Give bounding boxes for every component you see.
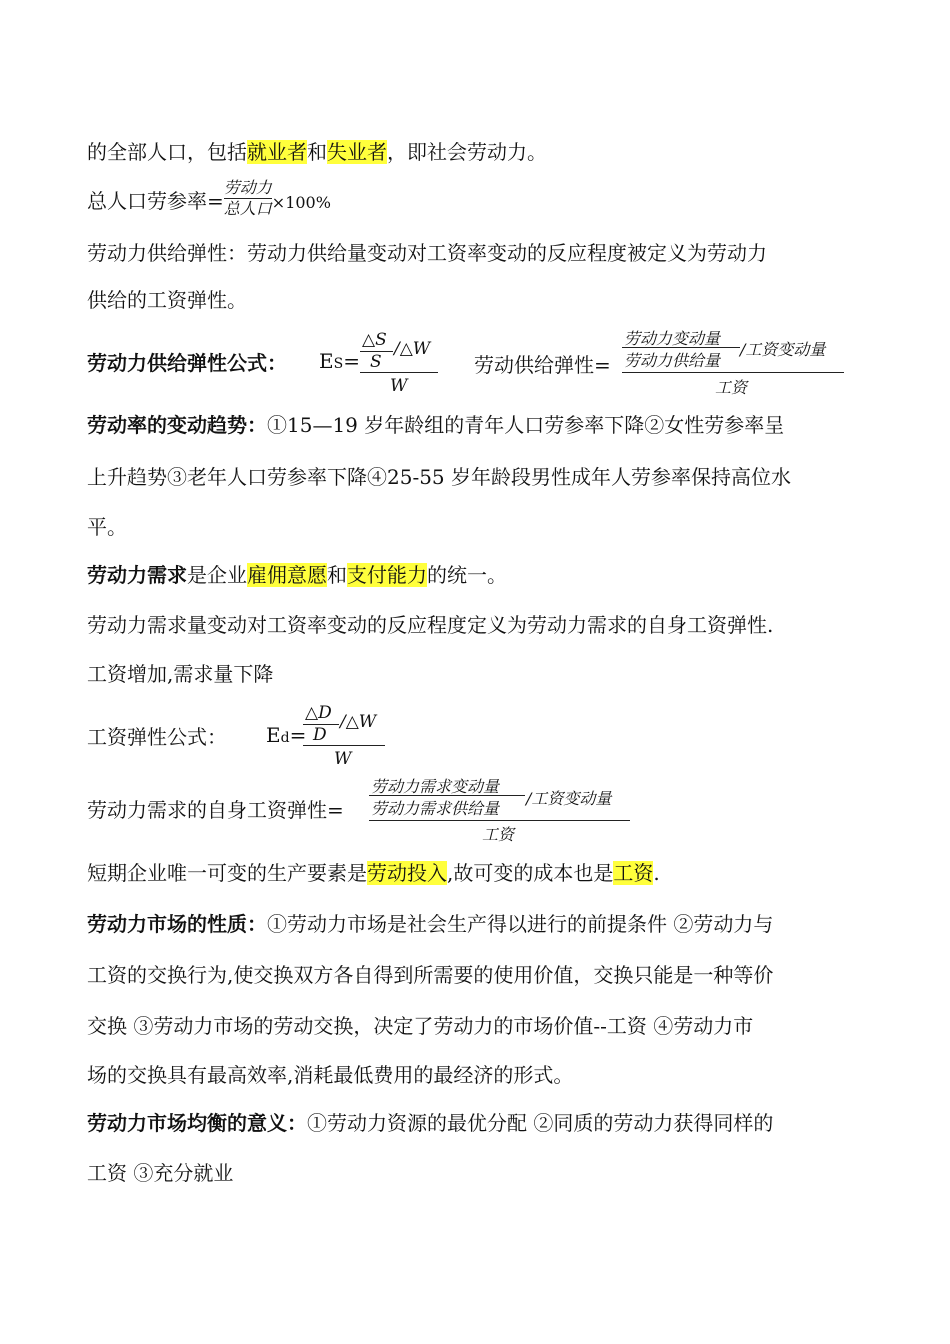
trend-line1 bbox=[87, 412, 877, 438]
text: 短期企业唯一可变的生产要素是 bbox=[87, 861, 367, 885]
w-denominator: W bbox=[334, 749, 352, 769]
text: ①15—19 岁年龄组的青年人口劳参率下降②女性劳参率呈 bbox=[267, 413, 785, 437]
equilibrium-line1 bbox=[87, 1110, 877, 1136]
highlight-labor-input: 劳动投入 bbox=[367, 861, 447, 885]
highlight-ability-to-pay: 支付能力 bbox=[347, 563, 427, 587]
text: 的全部人口，包括 bbox=[87, 140, 247, 164]
highlight-unemployed: 失业者 bbox=[327, 140, 387, 164]
slash-delta-w: /△W bbox=[394, 339, 431, 359]
highlight-wage: 工资 bbox=[613, 861, 654, 885]
s-denominator: S bbox=[370, 352, 382, 372]
text: ①劳动力市场是社会生产得以进行的前提条件 ②劳动力与 bbox=[267, 912, 774, 936]
trend-line3: 平。 bbox=[87, 515, 127, 539]
lfpr-fraction bbox=[224, 178, 272, 219]
wage-formula-label: 工资弹性公式： bbox=[87, 725, 227, 749]
text: 的统一。 bbox=[427, 563, 507, 587]
demand-title: 劳动力需求 bbox=[87, 563, 187, 587]
wage-denominator: 工资 bbox=[715, 378, 748, 397]
demand-definition: 劳动力需求量变动对工资率变动的反应程度定义为劳动力需求的自身工资弹性. bbox=[87, 613, 774, 637]
demand-line bbox=[87, 562, 877, 588]
market-nature-line2: 工资的交换行为,使交换双方各自得到所需要的使用价值，交换只能是一种等价 bbox=[87, 963, 774, 987]
wage-increase-note: 工资增加,需求量下降 bbox=[87, 662, 274, 686]
delta-s: △S bbox=[362, 330, 387, 350]
slash-delta-w: /△W bbox=[340, 712, 377, 732]
highlight-hire-willingness: 雇佣意愿 bbox=[247, 563, 327, 587]
highlight-employed: 就业者 bbox=[247, 140, 307, 164]
equilibrium-title: 劳动力市场均衡的意义： bbox=[87, 1111, 307, 1135]
labor-supply-denominator: 劳动力供给量 bbox=[624, 351, 721, 370]
text: 是企业 bbox=[187, 563, 247, 587]
supply-elasticity-line2: 供给的工资弹性。 bbox=[87, 288, 247, 312]
trend-title: 劳动率的变动趋势： bbox=[87, 413, 267, 437]
es-symbol: ES= bbox=[319, 349, 360, 373]
d-denominator: D bbox=[313, 725, 327, 745]
demand-change-numerator: 劳动力需求变动量 bbox=[371, 777, 500, 796]
market-nature-title: 劳动力市场的性质： bbox=[87, 912, 267, 936]
text: ，即社会劳动力。 bbox=[387, 140, 547, 164]
lfpr-formula bbox=[87, 178, 877, 219]
paragraph-population bbox=[87, 139, 877, 165]
text: . bbox=[653, 861, 660, 885]
lfpr-suffix: ×100% bbox=[271, 193, 331, 212]
lfpr-denominator: 总人口 bbox=[223, 199, 272, 218]
delta-d: △D bbox=[305, 703, 332, 723]
equilibrium-line2: 工资 ③充分就业 bbox=[87, 1161, 234, 1185]
demand-elasticity-label: 劳动力需求的自身工资弹性= bbox=[87, 798, 344, 822]
w-denominator: W bbox=[390, 376, 408, 396]
lfpr-label: 总人口劳参率= bbox=[87, 189, 224, 213]
text: ①劳动力资源的最优分配 ②同质的劳动力获得同样的 bbox=[307, 1111, 774, 1135]
text: ,故可变的成本也是 bbox=[447, 861, 614, 885]
lfpr-numerator: 劳动力 bbox=[223, 178, 272, 197]
supply-elasticity-line1: 劳动力供给弹性：劳动力供给量变动对工资率变动的反应程度被定义为劳动力 bbox=[87, 241, 767, 265]
demand-main-bar bbox=[369, 820, 630, 821]
text: 和 bbox=[327, 563, 347, 587]
market-nature-line4: 场的交换具有最高效率,消耗最低费用的最经济的形式。 bbox=[87, 1063, 574, 1087]
wage-change-part: /工资变动量 bbox=[526, 789, 612, 808]
wage-denominator: 工资 bbox=[482, 825, 515, 844]
labor-change-numerator: 劳动力变动量 bbox=[624, 329, 721, 348]
ed-symbol: Ed= bbox=[266, 723, 307, 747]
es-main-bar bbox=[360, 372, 438, 373]
short-term-line bbox=[87, 860, 877, 886]
text: 和 bbox=[307, 140, 327, 164]
market-nature-line3: 交换 ③劳动力市场的劳动交换，决定了劳动力的市场价值--工资 ④劳动力市 bbox=[87, 1014, 754, 1038]
market-nature-line1 bbox=[87, 911, 877, 937]
labor-supply-elasticity-label: 劳动供给弹性= bbox=[474, 353, 611, 377]
supply-formula-label: 劳动力供给弹性公式： bbox=[87, 351, 287, 375]
wage-change-part: /工资变动量 bbox=[740, 340, 826, 359]
labor-main-bar bbox=[622, 372, 844, 373]
demand-supply-denominator: 劳动力需求供给量 bbox=[371, 799, 500, 818]
ed-main-bar bbox=[303, 745, 385, 746]
trend-line2: 上升趋势③老年人口劳参率下降④25-55 岁年龄段男性成年人劳参率保持高位水 bbox=[87, 465, 792, 489]
